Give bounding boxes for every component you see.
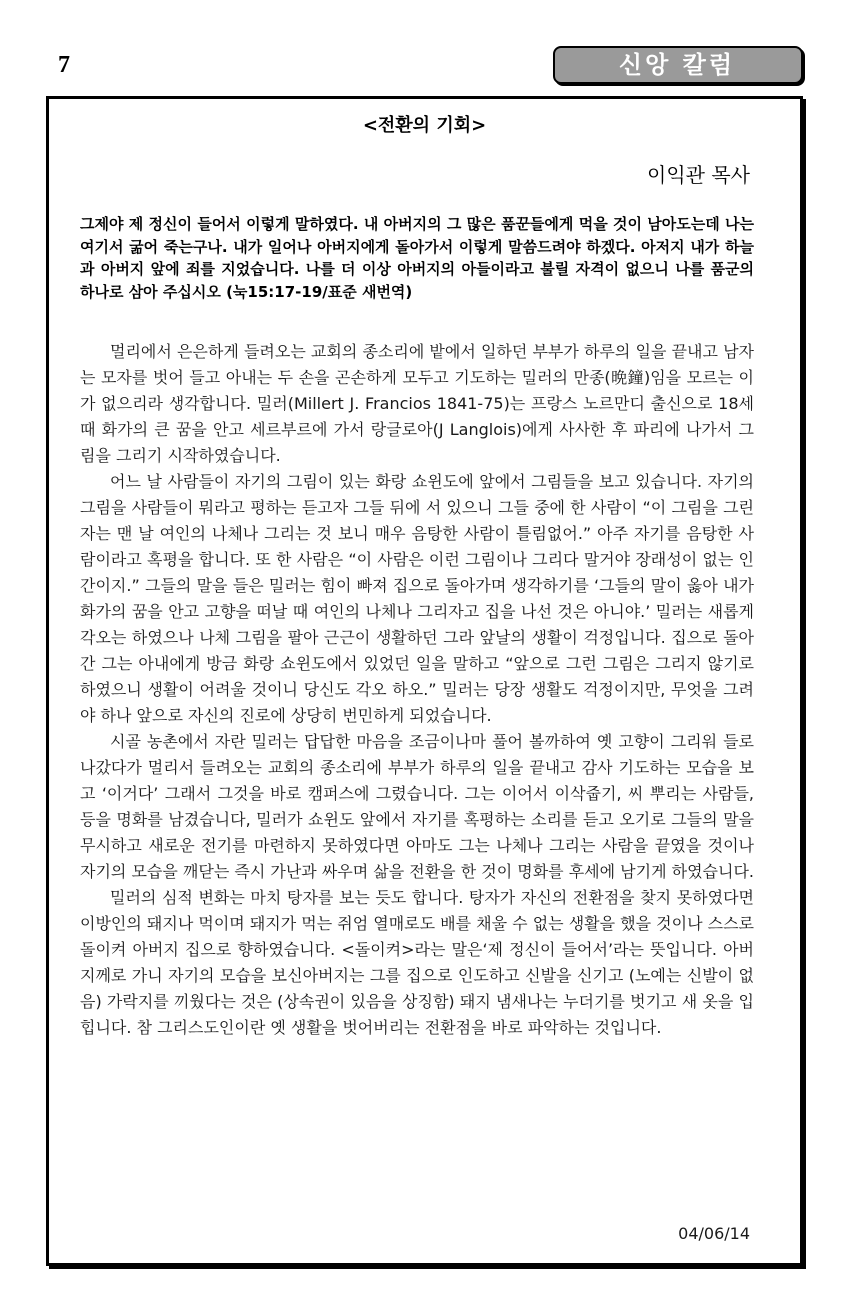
body-paragraph: 어느 날 사람들이 자기의 그림이 있는 화랑 쇼윈도에 앞에서 그림들을 보고 있습니다. 자기의 그림을 사람들이 뭐라고 평하는 듣고자 그들 뒤에 서 있으니 그들 중에 한 사람이 “이 그림을 그린 자는 맨 날 여인의 나체나 그리는 것 보니 매우 음탕한 사람이 틀림없어.” 아주 자기를 음탕한 사람이라고 혹평을 합니다. 또 한 사람은 “이 사람은 이런 그림이나 그리다 말거야 장래성이 없는 인간이지.” 그들의 말을 들은 밀러는 힘이 빠져 집으로 돌아가며 생각하기를 ‘그들의 말이 옳아 내가 화가의 꿈을 안고 고향을 떠날 때 여인의 나체나 그리자고 집을 나선 것은 아니야.’ 밀러는 새롭게 각오는 하였으나 나체 그림을 팔아 근근이 생활하던 그라 앞날의 생활이 걱정입니다. 집으로 돌아간 그는 아내에게 방금 화랑 쇼윈도에서 있었던 일을 말하고 “앞으로 그런 그림은 그리지 않기로 하였으니 생활이 어려울 것이니 당신도 각오 하오.” 밀러는 당장 생활도 걱정이지만, 무엇을 그려야 하나 앞으로 자신의 진로에 상당히 번민하게 되었습니다.: [80, 472, 754, 725]
article-author: 이익관 목사: [647, 163, 750, 187]
section-tab: 신앙 칼럼: [553, 46, 803, 84]
body-paragraph: 멀리에서 은은하게 들려오는 교회의 종소리에 밭에서 일하던 부부가 하루의 일을 끝내고 남자는 모자를 벗어 들고 아내는 두 손을 곤손하게 모두고 기도하는 밀러의 만종(晩鐘)임을 모르는 이가 없으리라 생각합니다. 밀러(Millert J. Francios 1841-75)는 프랑스 노르만디 출신으로 18세 때 화가의 큰 꿈을 안고 세르부르에 가서 랑글로아(J Langlois)에게 사사한 후 파리에 나가서 그림을 그리기 시작하였습니다.: [80, 342, 754, 465]
article-body: [80, 339, 754, 1041]
article-date: 04/06/14: [678, 1224, 750, 1243]
article-frame: [46, 96, 803, 1266]
scripture-quote: 그제야 제 정신이 들어서 이렇게 말하였다. 내 아버지의 그 많은 품꾼들에게 먹을 것이 남아도는데 나는 여기서 굶어 죽는구나. 내가 일어나 아버지에게 돌아가서 이렇게 말씀드려야 하겠다. 아저지 내가 하늘과 아버지 앞에 죄를 지었습니다. 나를 더 이상 아버지의 아들이라고 불릴 자격이 없으니 나를 품군의 하나로 삼아 주십시오 (눅15:17-19/표준 새번역): [80, 215, 754, 301]
article-title: <전환의 기회>: [362, 115, 487, 136]
page-number: 7: [58, 52, 70, 78]
body-paragraph: 시골 농촌에서 자란 밀러는 답답한 마음을 조금이나마 풀어 볼까하여 옛 고향이 그리워 들로 나갔다가 멀리서 들려오는 교회의 종소리에 부부가 하루의 일을 끝내고 감사 기도하는 모습을 보고 ‘이거다’ 그래서 그것을 바로 캠퍼스에 그렸습니다. 그는 이어서 이삭줍기, 씨 뿌리는 사람들, 등을 명화를 남겼습니다, 밀러가 쇼윈도 앞에서 자기를 혹평하는 소리를 듣고 오기로 그들의 말을 무시하고 새로운 전기를 마련하지 못하였다면 아마도 그는 나체나 그리는 사람을 끝였을 것이나 자기의 모습을 깨닫는 즉시 가난과 싸우며 삶을 전환을 한 것이 명화를 후세에 남기게 하였습니다.: [80, 732, 754, 881]
body-paragraph: 밀러의 심적 변화는 마치 탕자를 보는 듯도 합니다. 탕자가 자신의 전환점을 찾지 못하였다면 이방인의 돼지나 먹이며 돼지가 먹는 쥐엄 열매로도 배를 채울 수 없는 생활을 했을 것이나 스스로 돌이켜 아버지 집으로 향하였습니다. <돌이켜>라는 말은‘제 정신이 들어서’라는 뜻입니다. 아버지께로 가니 자기의 모습을 보신아버지는 그를 집으로 인도하고 신발을 신기고 (노예는 신발이 없음) 가락지를 끼웠다는 것은 (상속권이 있음을 상징함) 돼지 냄새나는 누더기를 벗기고 새 옷을 입힙니다. 참 그리스도인이란 옛 생활을 벗어버리는 전환점을 바로 파악하는 것입니다.: [80, 888, 754, 1037]
